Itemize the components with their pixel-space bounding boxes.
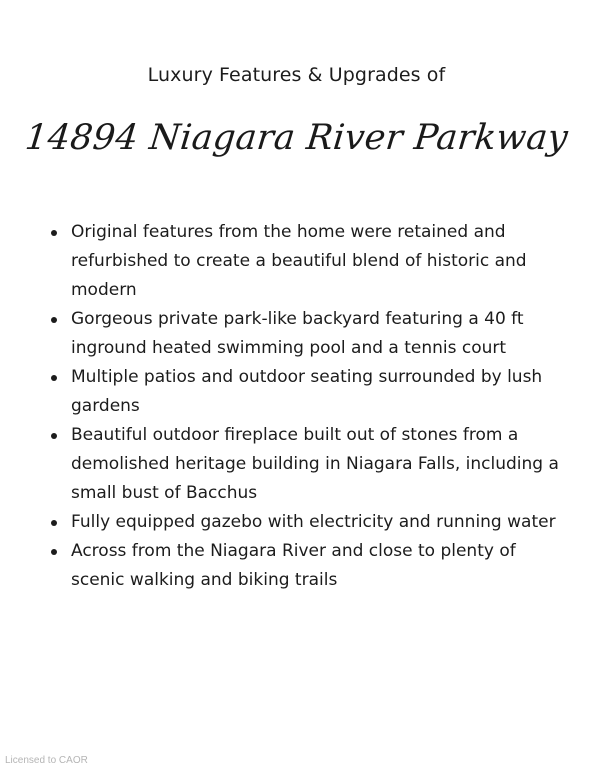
feature-text: Original features from the home were retained and refurbished to create a beautiful blend of historic and modern [71,222,527,300]
bullet-dot-icon [51,549,57,555]
list-item [46,218,566,305]
feature-text: Fully equipped gazebo with electricity and running water [71,512,556,532]
page-title: 14894 Niagara River Parkway [23,118,570,158]
bullet-dot-icon [51,230,57,236]
list-item [46,421,566,508]
page-subtitle: Luxury Features & Upgrades of [147,64,446,86]
bullet-dot-icon [51,375,57,381]
bullet-dot-icon [51,317,57,323]
list-item [46,305,566,363]
bullet-dot-icon [51,433,57,439]
feature-text: Across from the Niagara River and close to plenty of scenic walking and biking trails [71,541,516,590]
feature-text: Multiple patios and outdoor seating surrounded by lush gardens [71,367,543,416]
list-item [46,363,566,421]
features-list [46,218,566,595]
feature-text: Beautiful outdoor fireplace built out of stones from a demolished heritage building in Niagara Falls, including a small bust of Bacchus [71,425,559,503]
list-item [46,508,566,537]
license-footer: Licensed to CAOR [5,755,88,766]
feature-text: Gorgeous private park-like backyard featuring a 40 ft inground heated swimming pool and a tennis court [71,309,524,358]
bullet-dot-icon [51,520,57,526]
list-item [46,537,566,595]
